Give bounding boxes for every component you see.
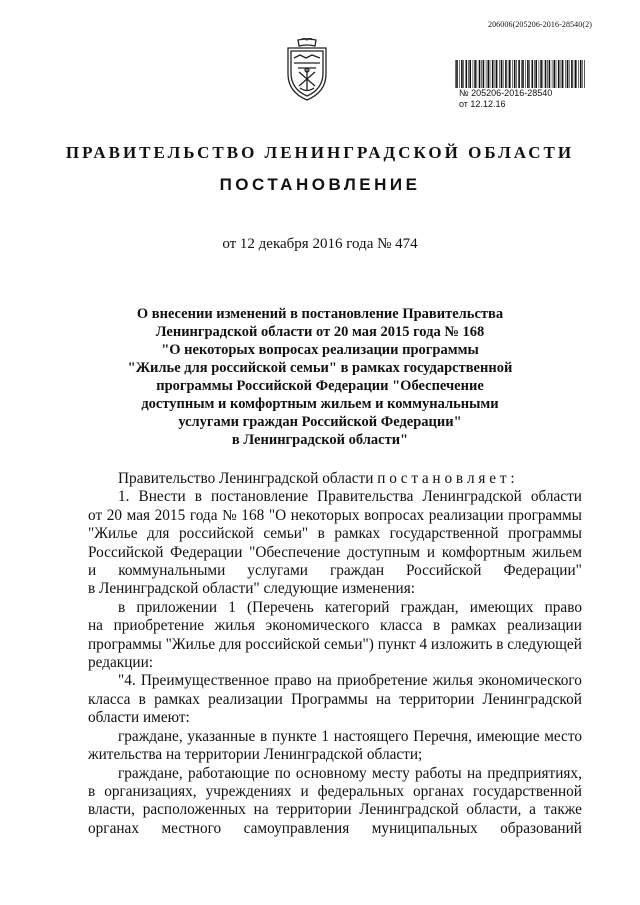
- body-line: [88, 672, 582, 690]
- body-word: работы: [415, 764, 462, 782]
- body-word: указанные: [187, 727, 256, 745]
- body-word: на: [88, 617, 103, 635]
- body-word: самоуправления: [243, 819, 350, 837]
- barcode-bar: [509, 60, 511, 88]
- body-word: Правительства: [317, 488, 414, 506]
- barcode-bar: [547, 60, 548, 88]
- barcode-bar: [488, 60, 490, 88]
- body-word: имеющие: [476, 727, 540, 745]
- body-word: редакции:: [88, 654, 154, 672]
- body-word: территории: [276, 801, 352, 819]
- barcode-bar: [518, 60, 520, 88]
- body-line: [88, 765, 582, 783]
- barcode-bar: [554, 60, 556, 88]
- barcode-bar: [521, 60, 522, 88]
- barcode-bar: [584, 60, 585, 88]
- body-word: и: [88, 562, 97, 580]
- body-word: рамках: [450, 617, 497, 635]
- barcode-bar: [490, 60, 491, 88]
- body-word: также: [543, 801, 582, 819]
- barcode-bar: [549, 60, 551, 88]
- body-word: программы: [88, 635, 162, 653]
- body-line: [88, 636, 582, 654]
- document-subject: [90, 305, 550, 449]
- body-word: года: [189, 506, 218, 524]
- body-word: местного: [161, 819, 222, 837]
- barcode-bar: [543, 60, 544, 88]
- body-word: Внести: [138, 488, 186, 506]
- body-line: [88, 488, 582, 506]
- body-line: [88, 599, 582, 617]
- body-word: работающие: [187, 764, 270, 782]
- registration-number: № 205206-2016-28540: [459, 88, 553, 98]
- barcode-bar: [569, 60, 570, 88]
- body-word: месту: [371, 764, 410, 782]
- body-word: граждане,: [118, 727, 183, 745]
- body-word: постановление: [211, 488, 309, 506]
- body-word: настоящего: [333, 727, 409, 745]
- registration-date: от 12.12.16: [459, 99, 506, 109]
- body-word: приобретение: [113, 617, 205, 635]
- body-word: Правительство Ленинградской области п о с т а н о в л я е т :: [118, 470, 515, 487]
- barcode-bar: [556, 60, 557, 88]
- body-word: "О: [268, 506, 287, 524]
- barcode-bar: [578, 60, 579, 88]
- body-word: экономического: [265, 617, 370, 635]
- barcode-bar: [466, 60, 468, 88]
- barcode-bar: [479, 60, 481, 88]
- barcode-bar: [468, 60, 469, 88]
- body-word: Федерации": [503, 562, 582, 580]
- body-word: и: [426, 543, 436, 561]
- body-word: для: [147, 525, 170, 543]
- barcode-bar: [508, 60, 509, 88]
- barcode-bar: [535, 60, 537, 88]
- body-word: в: [433, 617, 441, 635]
- subject-line: "Жилье для российской семьи" в рамках государственной: [127, 360, 513, 376]
- barcode-bar: [582, 60, 583, 88]
- barcode-bar: [574, 60, 575, 88]
- body-word: (Перечень: [247, 598, 314, 616]
- barcode-bar: [461, 60, 463, 88]
- body-word: Российской: [406, 562, 482, 580]
- body-word: жильем: [532, 543, 582, 561]
- document-body: [88, 470, 582, 838]
- barcode-bar: [473, 60, 474, 88]
- body-line: [88, 746, 582, 764]
- body-line: [88, 709, 582, 727]
- subject-line: программы Российской Федерации "Обеспечение: [156, 378, 484, 394]
- body-word: на: [253, 801, 269, 819]
- body-line: [88, 617, 582, 635]
- body-line: [88, 562, 582, 580]
- body-word: семьи"): [323, 635, 374, 653]
- body-word: 1: [228, 598, 236, 616]
- coat-of-arms-emblem: [282, 38, 332, 102]
- body-word: доступным: [347, 543, 421, 561]
- barcode-bar: [565, 60, 566, 88]
- body-word: приложении: [136, 598, 218, 616]
- body-word: организациях,: [104, 782, 197, 800]
- body-word: жительства на территории Ленинградской области;: [88, 746, 423, 764]
- barcode-bar: [455, 60, 456, 88]
- body-word: на: [316, 672, 332, 690]
- body-word: Российской: [88, 543, 164, 561]
- body-word: образований: [500, 819, 582, 837]
- document-code: 206006(205206-2016-28540(2): [487, 20, 592, 29]
- body-word: в: [118, 598, 126, 616]
- barcode-bar: [456, 60, 458, 88]
- body-word: рамках: [154, 690, 200, 708]
- body-word: комфортным: [441, 543, 526, 561]
- body-word: 2015: [154, 506, 186, 524]
- body-word: для: [218, 635, 242, 653]
- barcode-bar: [496, 60, 498, 88]
- body-word: в: [88, 782, 96, 800]
- body-word: области: [530, 488, 582, 506]
- body-word: государственной: [389, 525, 499, 543]
- body-word: области имеют:: [88, 709, 190, 727]
- body-word: реализации: [208, 690, 283, 708]
- body-word: вопросах: [364, 506, 425, 524]
- barcode-bar: [539, 60, 540, 88]
- body-word: 1: [321, 727, 330, 745]
- body-word: "Обеспечение: [249, 543, 341, 561]
- body-word: приобретение: [336, 672, 428, 690]
- body-word: и: [300, 782, 309, 800]
- barcode-bar: [463, 60, 464, 88]
- body-word: граждан: [329, 562, 385, 580]
- body-word: на: [466, 764, 482, 782]
- barcode-bar: [575, 60, 577, 88]
- barcode-bar: [499, 60, 500, 88]
- subject-line: услугами граждан Российской Федерации": [178, 414, 462, 430]
- barcode-bar: [534, 60, 535, 88]
- barcode-bar: [571, 60, 573, 88]
- body-word: изложить: [430, 635, 493, 653]
- barcode-bar: [562, 60, 564, 88]
- body-word: имеющих: [469, 598, 534, 616]
- body-word: предприятиях,: [487, 764, 582, 782]
- barcode-bar: [561, 60, 562, 88]
- barcode-bar: [483, 60, 485, 88]
- body-word: государственной: [472, 782, 582, 800]
- barcode-bar: [545, 60, 547, 88]
- body-word: муниципальных: [371, 819, 478, 837]
- barcode-bar: [558, 60, 560, 88]
- barcode-bar: [477, 60, 478, 88]
- barcode-bar: [492, 60, 494, 88]
- body-word: пункт: [377, 635, 416, 653]
- body-word: некоторых: [290, 506, 360, 524]
- barcode-bar: [540, 60, 542, 88]
- body-word: Федерации: [170, 543, 243, 561]
- body-word: органах: [88, 819, 139, 837]
- body-word: №: [222, 506, 237, 524]
- body-word: в: [138, 690, 146, 708]
- body-word: класса: [380, 617, 423, 635]
- body-word: Программы: [291, 690, 368, 708]
- body-word: мая: [126, 506, 151, 524]
- body-line: [88, 801, 582, 819]
- barcode-bar: [532, 60, 534, 88]
- subject-line: доступным и комфортным жильем и коммунальными: [141, 396, 499, 412]
- body-word: в Ленинградской области" следующие изменения:: [88, 580, 416, 598]
- body-line: [88, 544, 582, 562]
- barcode-bar: [505, 60, 507, 88]
- body-word: основному: [295, 764, 367, 782]
- barcode-bar: [512, 60, 513, 88]
- subject-line: О внесении изменений в постановление Правительства: [136, 306, 504, 322]
- barcode-bar: [580, 60, 582, 88]
- barcode-bar: [522, 60, 524, 88]
- registration-stamp: [455, 60, 587, 110]
- body-word: Ленинградской: [482, 690, 582, 708]
- body-word: органах: [413, 782, 464, 800]
- barcode-bar: [514, 60, 516, 88]
- body-word: в: [496, 635, 504, 653]
- body-word: в: [317, 525, 325, 543]
- body-line: [88, 820, 582, 838]
- body-word: право: [274, 672, 312, 690]
- body-word: федеральных: [317, 782, 405, 800]
- body-word: Преимущественное: [140, 672, 270, 690]
- barcode-bar: [486, 60, 487, 88]
- body-word: "Жилье: [88, 525, 138, 543]
- body-word: российской: [245, 635, 321, 653]
- barcode-bar: [529, 60, 530, 88]
- body-word: 168: [241, 506, 265, 524]
- body-line: [88, 507, 582, 525]
- document-date-number: от 12 декабря 2016 года № 474: [222, 236, 418, 252]
- body-word: а: [529, 801, 536, 819]
- barcode-bar: [481, 60, 482, 88]
- body-word: в: [260, 727, 268, 745]
- barcode-bar: [567, 60, 569, 88]
- body-word: "4.: [118, 672, 136, 690]
- body-line: [88, 783, 582, 801]
- body-word: граждане,: [118, 764, 183, 782]
- barcode-bar: [525, 60, 526, 88]
- body-word: по: [274, 764, 291, 782]
- body-word: семьи": [263, 525, 309, 543]
- body-word: "Жилье: [165, 635, 216, 653]
- body-word: 20: [106, 506, 123, 524]
- body-line: [88, 580, 582, 598]
- barcode-bar: [552, 60, 553, 88]
- subject-line: в Ленинградской области": [231, 432, 409, 448]
- subject-line: Ленинградской области от 20 мая 2015 года № 168: [155, 324, 485, 340]
- body-word: класса: [88, 690, 131, 708]
- body-word: в: [194, 488, 202, 506]
- body-line: [88, 470, 582, 488]
- body-word: реализации: [428, 506, 504, 524]
- body-word: программы: [508, 506, 582, 524]
- body-word: на: [375, 690, 391, 708]
- body-word: от: [88, 506, 103, 524]
- body-word: граждан,: [400, 598, 459, 616]
- body-word: пункте: [271, 727, 317, 745]
- body-word: реализации: [507, 617, 582, 635]
- body-word: расположенных: [142, 801, 246, 819]
- body-word: услугами: [247, 562, 308, 580]
- body-word: коммунальными: [118, 562, 226, 580]
- body-line: [88, 691, 582, 709]
- body-word: учреждениях: [205, 782, 292, 800]
- barcode-bar: [495, 60, 496, 88]
- barcode-bar: [527, 60, 529, 88]
- body-word: жилья: [214, 617, 256, 635]
- barcode: [455, 60, 585, 88]
- body-word: Ленинградской: [359, 801, 459, 819]
- body-word: место: [544, 727, 582, 745]
- body-word: право: [544, 598, 582, 616]
- barcode-bar: [459, 60, 460, 88]
- body-word: категорий: [324, 598, 390, 616]
- barcode-bar: [516, 60, 517, 88]
- barcode-bar: [469, 60, 471, 88]
- barcode-bar: [474, 60, 476, 88]
- document-type-heading: ПОСТАНОВЛЕНИЕ: [219, 175, 421, 194]
- barcode-bar: [503, 60, 504, 88]
- barcode-bar: [501, 60, 503, 88]
- body-line: [88, 525, 582, 543]
- subject-line: "О некоторых вопросах реализации программы: [161, 342, 479, 358]
- body-word: следующей: [507, 635, 582, 653]
- body-word: власти,: [88, 801, 135, 819]
- government-title: ПРАВИТЕЛЬСТВО ЛЕНИНГРАДСКОЙ ОБЛАСТИ: [65, 143, 575, 162]
- body-word: программы: [508, 525, 582, 543]
- body-word: рамках: [334, 525, 381, 543]
- body-line: [88, 728, 582, 746]
- body-line: [88, 654, 582, 672]
- body-word: жилья: [432, 672, 474, 690]
- body-word: области,: [466, 801, 522, 819]
- body-word: Ленинградской: [422, 488, 522, 506]
- body-word: российской: [178, 525, 254, 543]
- body-word: территории: [399, 690, 475, 708]
- body-word: экономического: [478, 672, 582, 690]
- body-word: 1.: [118, 488, 130, 506]
- body-word: Перечня,: [413, 727, 472, 745]
- body-word: 4: [419, 635, 428, 653]
